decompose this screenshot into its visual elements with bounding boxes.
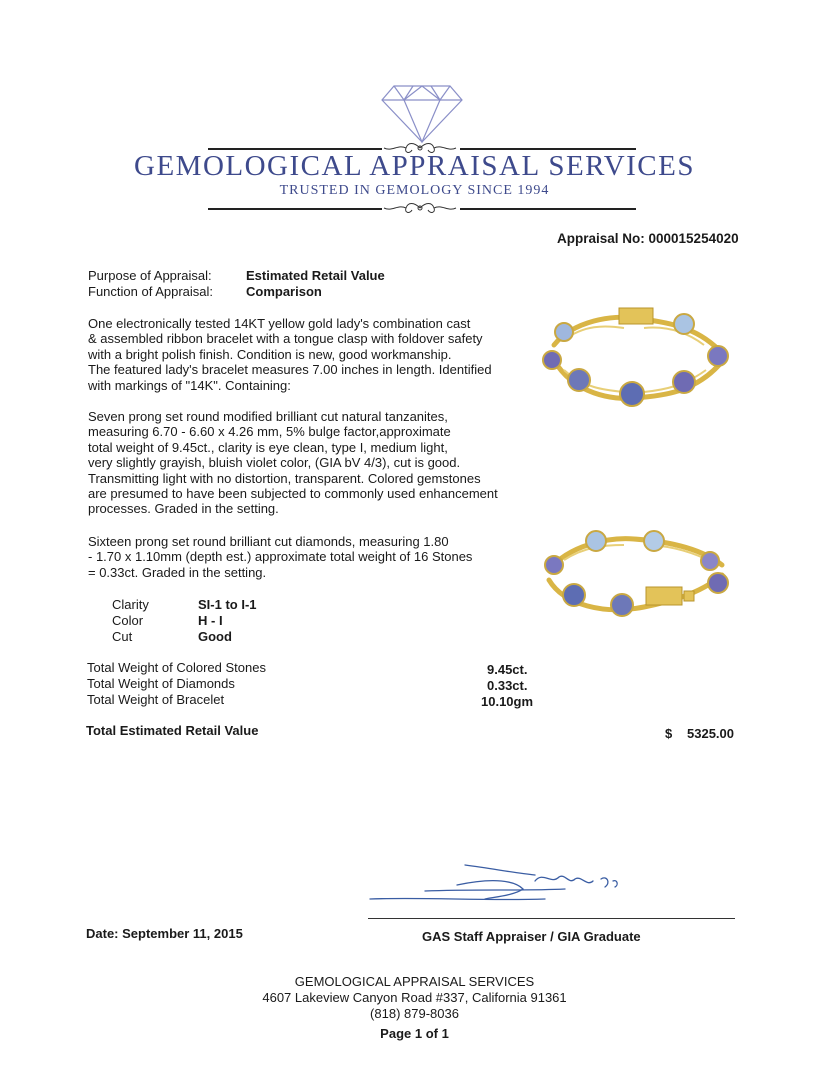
grade-color-label: Color: [112, 613, 144, 628]
function-value: Comparison: [246, 284, 322, 299]
appraisal-date: Date: September 11, 2015: [86, 926, 243, 941]
retail-value-label: Total Estimated Retail Value: [86, 723, 259, 738]
footer-phone: (818) 879-8036: [370, 1006, 459, 1021]
grade-clarity-value: SI-1 to I-1: [198, 597, 257, 612]
total-colored-value: 9.45ct.: [487, 662, 528, 677]
header-rule-bottom: [208, 208, 382, 210]
diamonds-description: [88, 534, 528, 580]
purpose-value: Estimated Retail Value: [246, 268, 385, 283]
diamond-logo-icon: [380, 84, 464, 144]
total-diamonds-value: 0.33ct.: [487, 678, 528, 693]
stones-line: Transmitting light with no distortion, transparent. Colored gemstones: [88, 470, 481, 486]
appraisal-number: Appraisal No: 000015254020: [557, 231, 739, 246]
page-number: Page 1 of 1: [380, 1026, 449, 1041]
description-line: with a bright polish finish. Condition is new, good workmanship.: [88, 346, 452, 362]
diamonds-line: = 0.33ct. Graded in the setting.: [88, 564, 267, 580]
stones-line: processes. Graded in the setting.: [88, 501, 279, 517]
stones-line: total weight of 9.45ct., clarity is eye clean, type I, medium light,: [88, 439, 448, 455]
footer-address: 4607 Lakeview Canyon Road #337, California 91361: [262, 990, 567, 1005]
company-name: GEMOLOGICAL APPRAISAL SERVICES: [134, 150, 695, 182]
grade-color-value: H - I: [198, 613, 223, 628]
company-tagline: TRUSTED IN GEMOLOGY SINCE 1994: [279, 183, 550, 198]
total-colored-label: Total Weight of Colored Stones: [87, 660, 266, 675]
function-label: Function of Appraisal:: [88, 284, 214, 299]
grade-clarity-label: Clarity: [112, 597, 149, 612]
purpose-label: Purpose of Appraisal:: [88, 268, 212, 283]
item-description: [88, 316, 528, 393]
grade-cut-value: Good: [198, 629, 232, 644]
diamonds-line: Sixteen prong set round brilliant cut diamonds, measuring 1.80: [88, 534, 449, 549]
description-line: One electronically tested 14KT yellow gold lady's combination cast: [88, 316, 471, 331]
appraiser-signature: [365, 855, 665, 915]
footer-company: GEMOLOGICAL APPRAISAL SERVICES: [294, 974, 535, 989]
signature-line: [368, 918, 735, 919]
total-diamonds-label: Total Weight of Diamonds: [87, 676, 235, 691]
retail-amount: 5325.00: [687, 726, 734, 741]
total-bracelet-label: Total Weight of Bracelet: [87, 692, 225, 707]
description-line: & assembled ribbon bracelet with a tongue clasp with foldover safety: [88, 331, 483, 347]
header-rule-bottom: [460, 208, 636, 210]
grade-cut-label: Cut: [112, 629, 133, 644]
description-line: The featured lady's bracelet measures 7.00 inches in length. Identified: [88, 362, 492, 378]
retail-currency: $: [665, 726, 673, 741]
colored-stones-description: [88, 409, 528, 517]
bracelet-photo-bottom: [534, 525, 734, 635]
total-bracelet-value: 10.10gm: [481, 694, 534, 709]
stones-line: Seven prong set round modified brilliant cut natural tanzanites,: [88, 409, 448, 424]
description-line: with markings of "14K". Containing:: [88, 377, 291, 393]
bracelet-photo-top: [534, 300, 734, 420]
ornament-bottom-icon: [380, 200, 460, 216]
stones-line: measuring 6.70 - 6.60 x 4.26 mm, 5% bulge factor,approximate: [88, 424, 451, 440]
stones-line: very slightly grayish, bluish violet color, (GIA bV 4/3), cut is good.: [88, 455, 461, 471]
appraiser-title: GAS Staff Appraiser / GIA Graduate: [422, 929, 641, 944]
stones-line: are presumed to have been subjected to commonly used enhancement: [88, 486, 498, 502]
diamonds-line: - 1.70 x 1.10mm (depth est.) approximate total weight of 16 Stones: [88, 549, 473, 565]
